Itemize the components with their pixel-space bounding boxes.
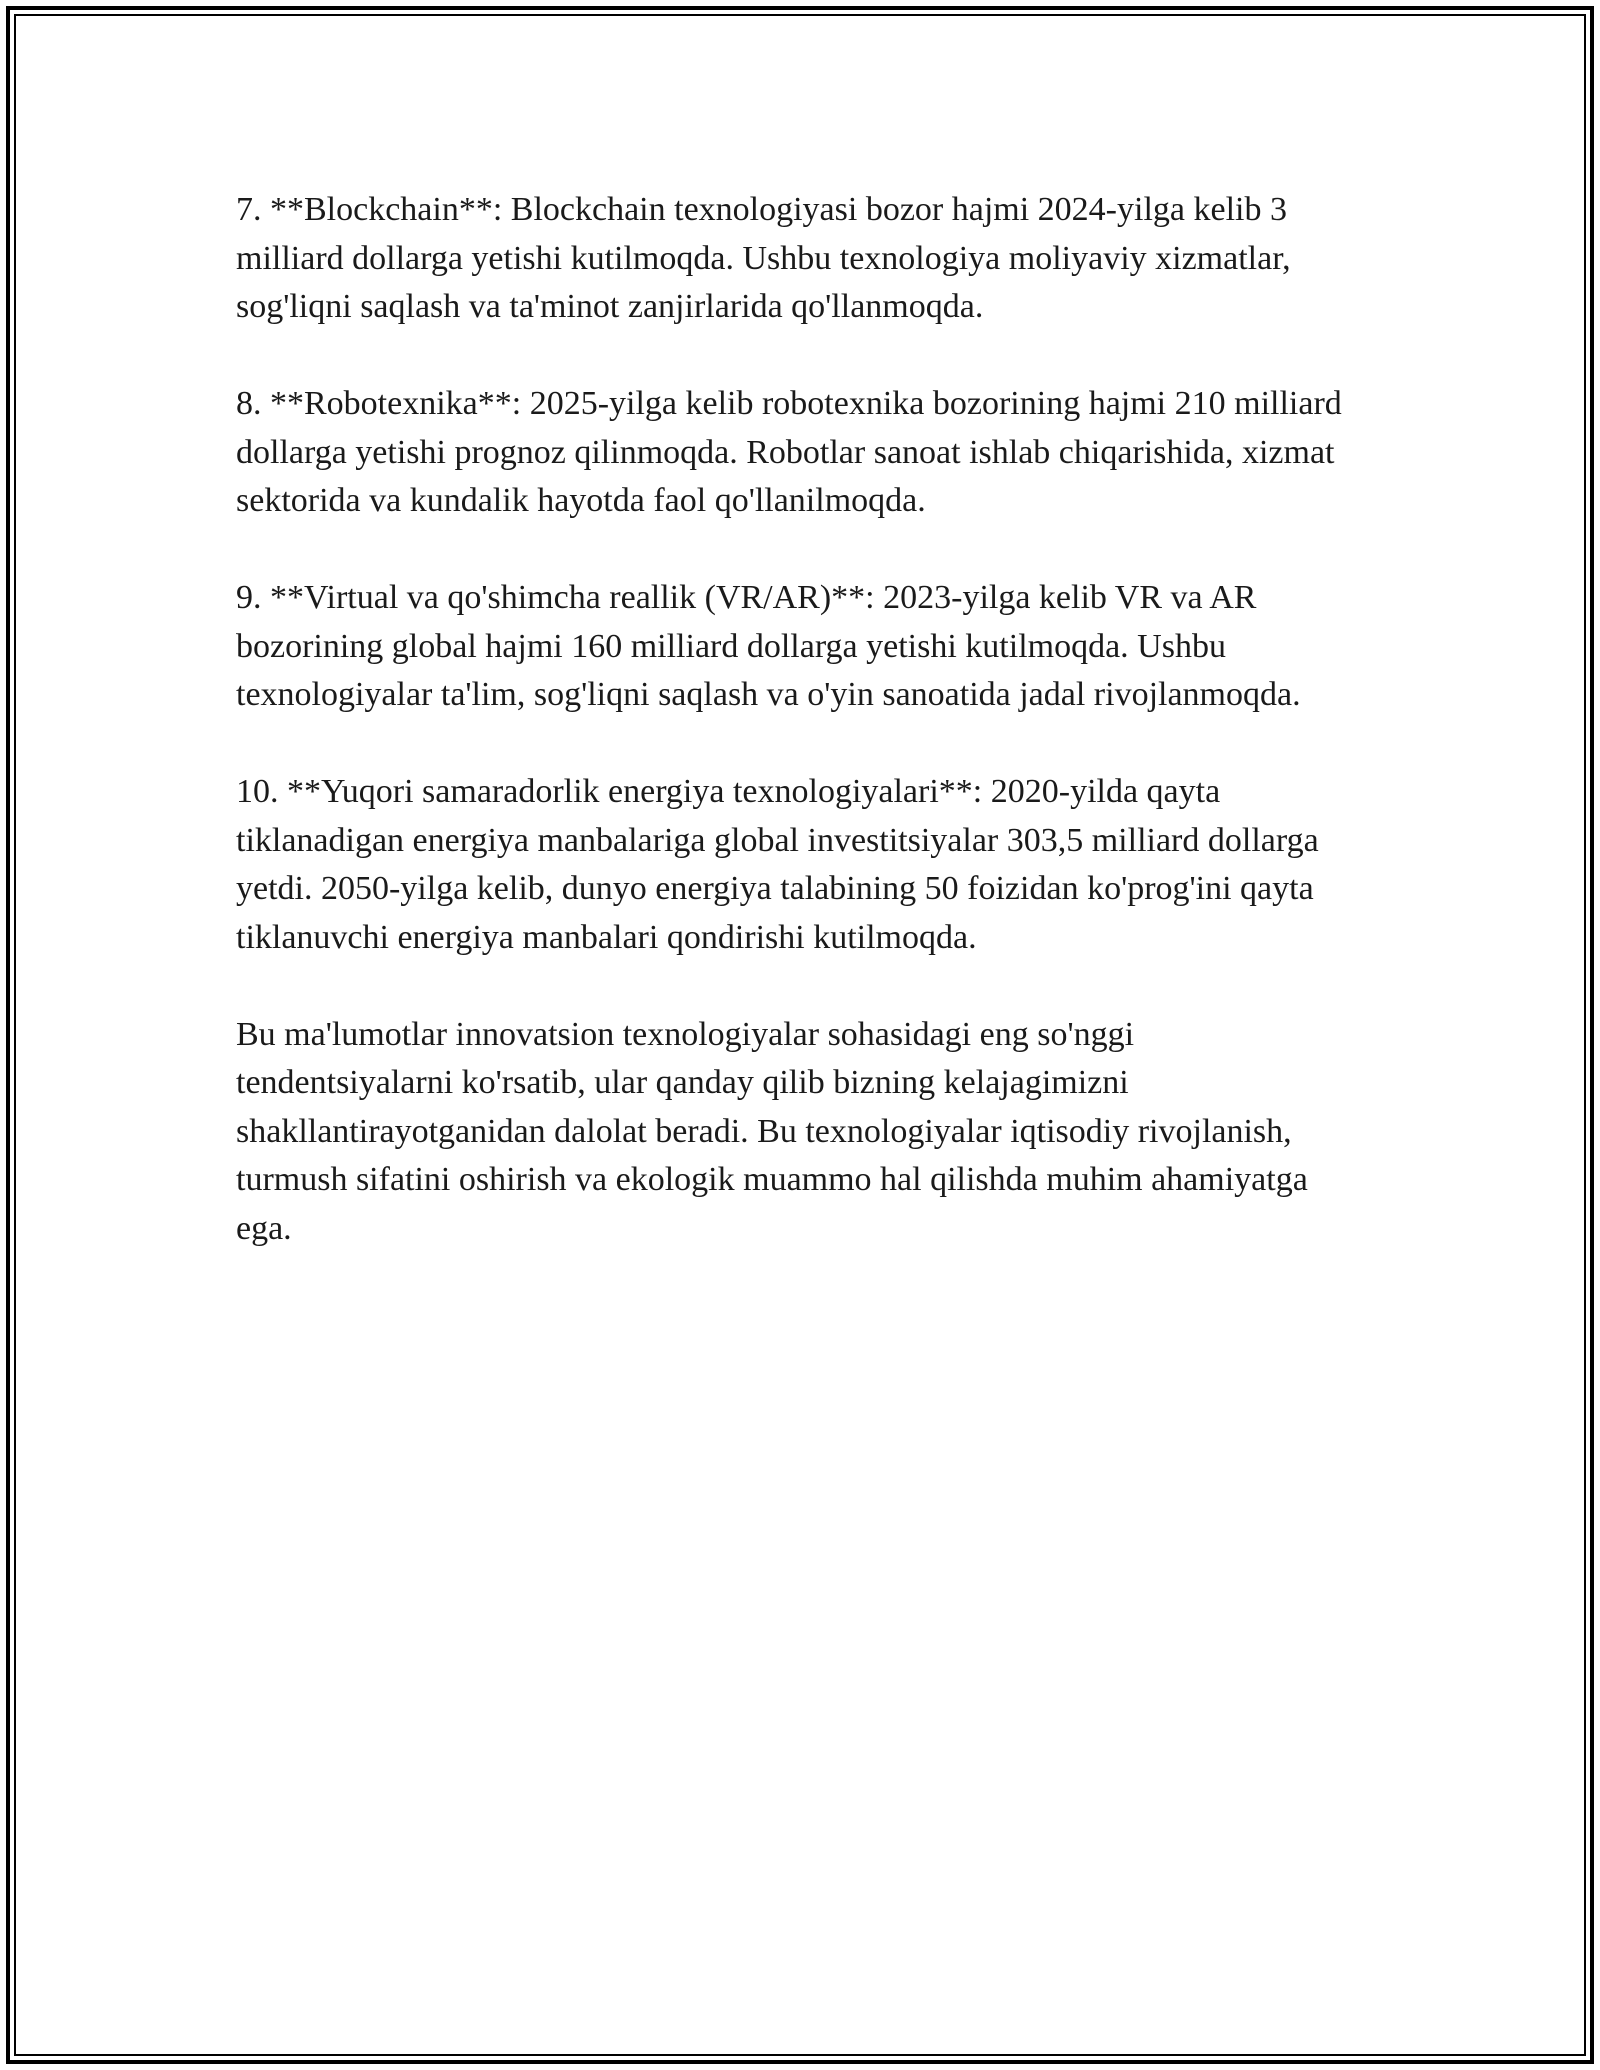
paragraph-blockchain: 7. **Blockchain**: Blockchain texnologiyasi bozor hajmi 2024-yilga kelib 3 milliard dollarga yetishi kutilmoqda. Ushbu texnologiya moliyaviy xizmatlar, sog'liqni saqlash va ta'minot zanjirlarida qo'llanmoqda.	[236, 191, 1291, 325]
document-body	[236, 186, 1356, 1302]
paragraph-vr-ar: 9. **Virtual va qo'shimcha reallik (VR/AR)**: 2023-yilga kelib VR va AR bozorining global hajmi 160 milliard dollarga yetishi kutilmoqda. Ushbu texnologiyalar ta'lim, sog'liqni saqlash va o'yin sanoatida jadal rivojlanmoqda.	[236, 579, 1301, 713]
paragraph-robotexnika: 8. **Robotexnika**: 2025-yilga kelib robotexnika bozorining hajmi 210 milliard dollarga yetishi prognoz qilinmoqda. Robotlar sanoat ishlab chiqarishida, xizmat sektorida va kundalik hayotda faol qo'llanilmoqda.	[236, 385, 1342, 519]
paragraph-energiya: 10. **Yuqori samaradorlik energiya texnologiyalari**: 2020-yilda qayta tiklanadigan energiya manbalariga global investitsiyalar 303,5 milliard dollarga yetdi. 2050-yilga kelib, dunyo energiya talabining 50 foizidan ko'prog'ini qayta tiklanuvchi energiya manbalari qondirishi kutilmoqda.	[236, 773, 1319, 956]
paragraph-conclusion: Bu ma'lumotlar innovatsion texnologiyalar sohasidagi eng so'nggi tendentsiyalarni ko'rsatib, ular qanday qilib bizning kelajagimizni shakllantirayotganidan dalolat beradi. Bu texnologiyalar iqtisodiy rivojlanish, turmush sifatini oshirish va ekologik muammo hal qilishda muhim ahamiyatga ega.	[236, 1015, 1308, 1247]
